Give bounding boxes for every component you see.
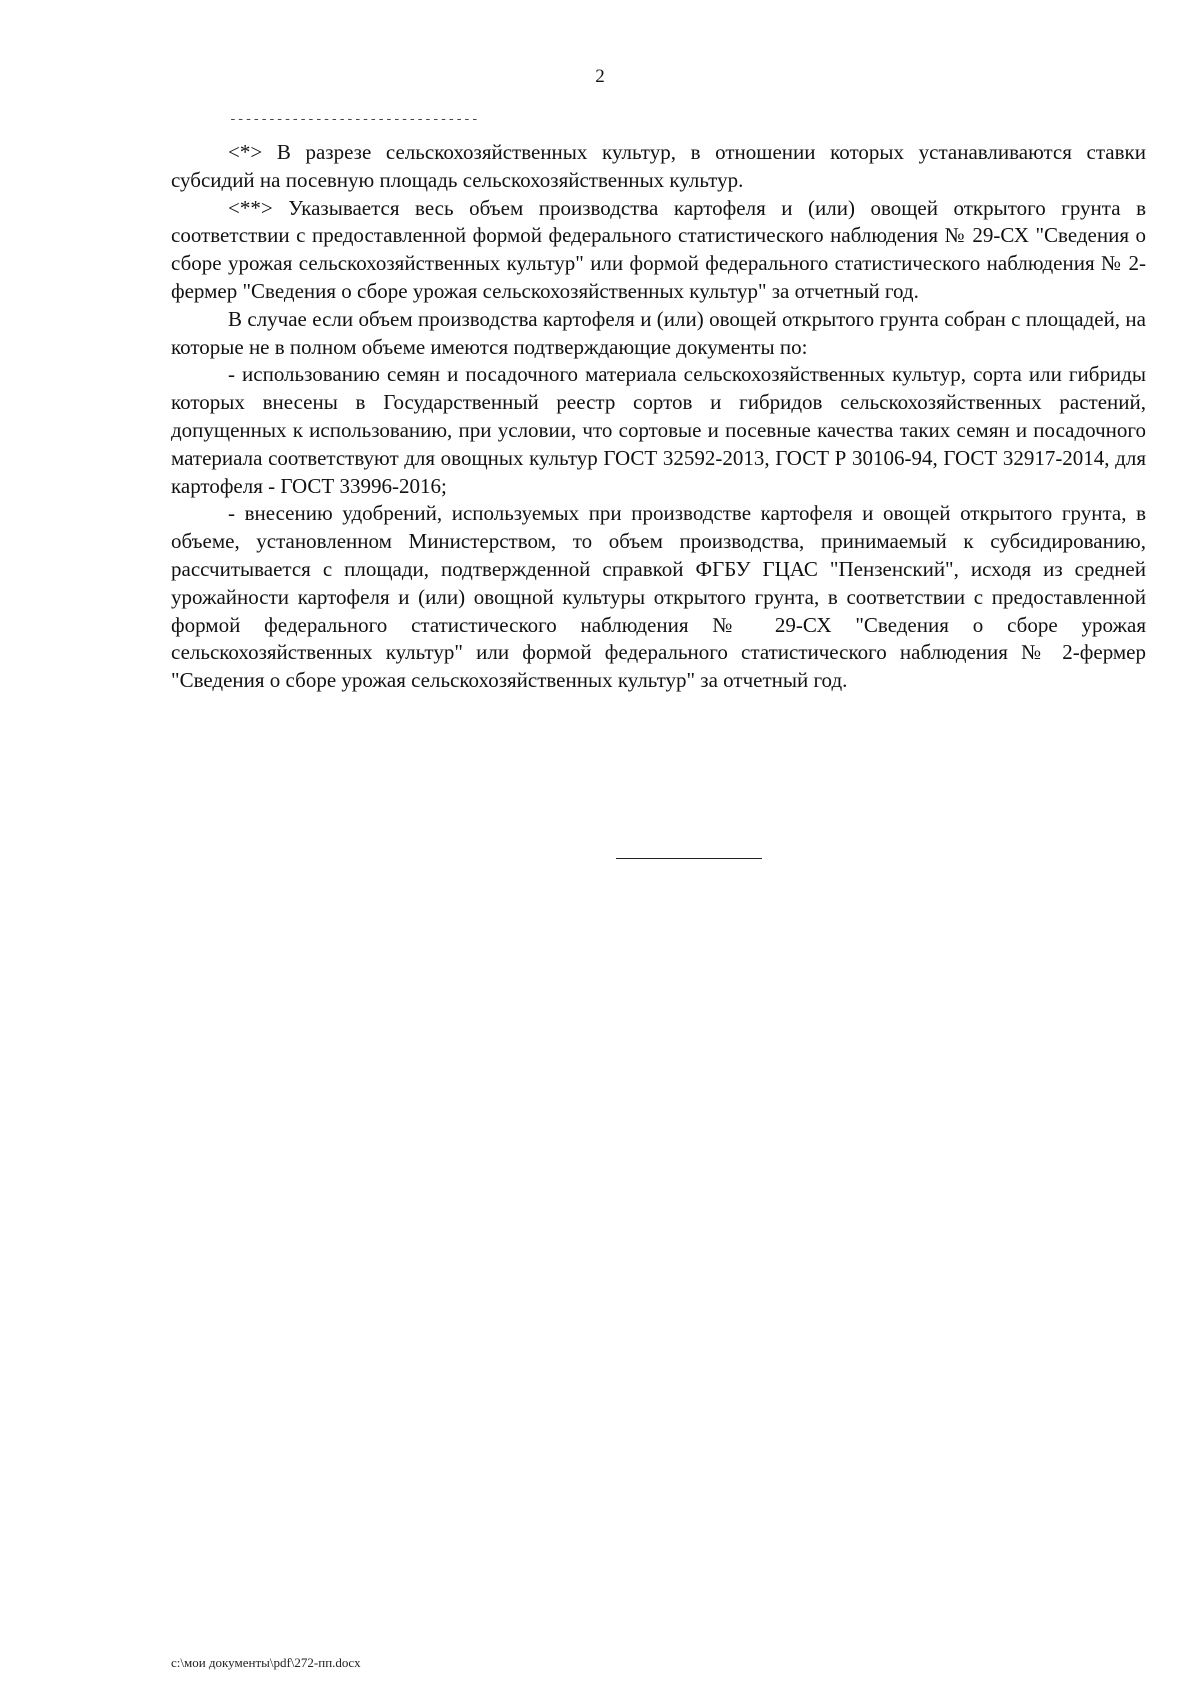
end-of-document-rule (616, 858, 762, 859)
footnote-separator: -------------------------------- (229, 112, 479, 127)
document-body (171, 139, 1146, 695)
footer-file-path: c:\мои документы\pdf\272-пп.docx (171, 1655, 361, 1670)
footnote-single-asterisk: <*> В разрезе сельскохозяйственных культур, в отношении которых устанавливаются ставки субсидий на посевную площадь сельскохозяйственных культур. (171, 140, 1146, 192)
paragraph-seeds-condition: - использованию семян и посадочного материала сельскохозяйственных культур, сорта или гибриды которых внесены в Государственный реестр сортов и гибридов сельскохозяйственных растений, допущенных к использованию, при условии, что сортовые и посевные качества таких семян и посадочного материала соответствуют для овощных культур ГОСТ 32592-2013, ГОСТ Р 30106-94, ГОСТ 32917-2014, для картофеля - ГОСТ 33996-2016; (171, 362, 1146, 498)
page-number: 2 (595, 66, 605, 87)
footnote-double-asterisk: <**> Указывается весь объем производства картофеля и (или) овощей открытого грунта в соответствии с предоставленной формой федерального статистического наблюдения № 29-СХ "Сведения о сборе урожая сельскохозяйственных культур" или формой федерального статистического наблюдения № 2-фермер "Сведения о сборе урожая сельскохозяйственных культур" за отчетный год. (171, 195, 1146, 303)
paragraph-conditions-intro: В случае если объем производства картофеля и (или) овощей открытого грунта собран с площадей, на которые не в полном объеме имеются подтверждающие документы по: (171, 306, 1146, 359)
paragraph-fertilizer-condition: - внесению удобрений, используемых при производстве картофеля и овощей открытого грунта, в объеме, установленном Министерством, то объем производства, принимаемый к субсидированию, рассчитывается с площади, подтвержденной справкой ФГБУ ГЦАС "Пензенский", исходя из средней урожайности картофеля и (или) овощной культуры открытого грунта, в соответствии с предоставленной формой федерального статистического наблюдения № 29-СХ "Сведения о сборе урожая сельскохозяйственных культур" или формой федерального статистического наблюдения № 2-фермер "Сведения о сборе урожая сельскохозяйственных культур" за отчетный год. (171, 501, 1146, 693)
